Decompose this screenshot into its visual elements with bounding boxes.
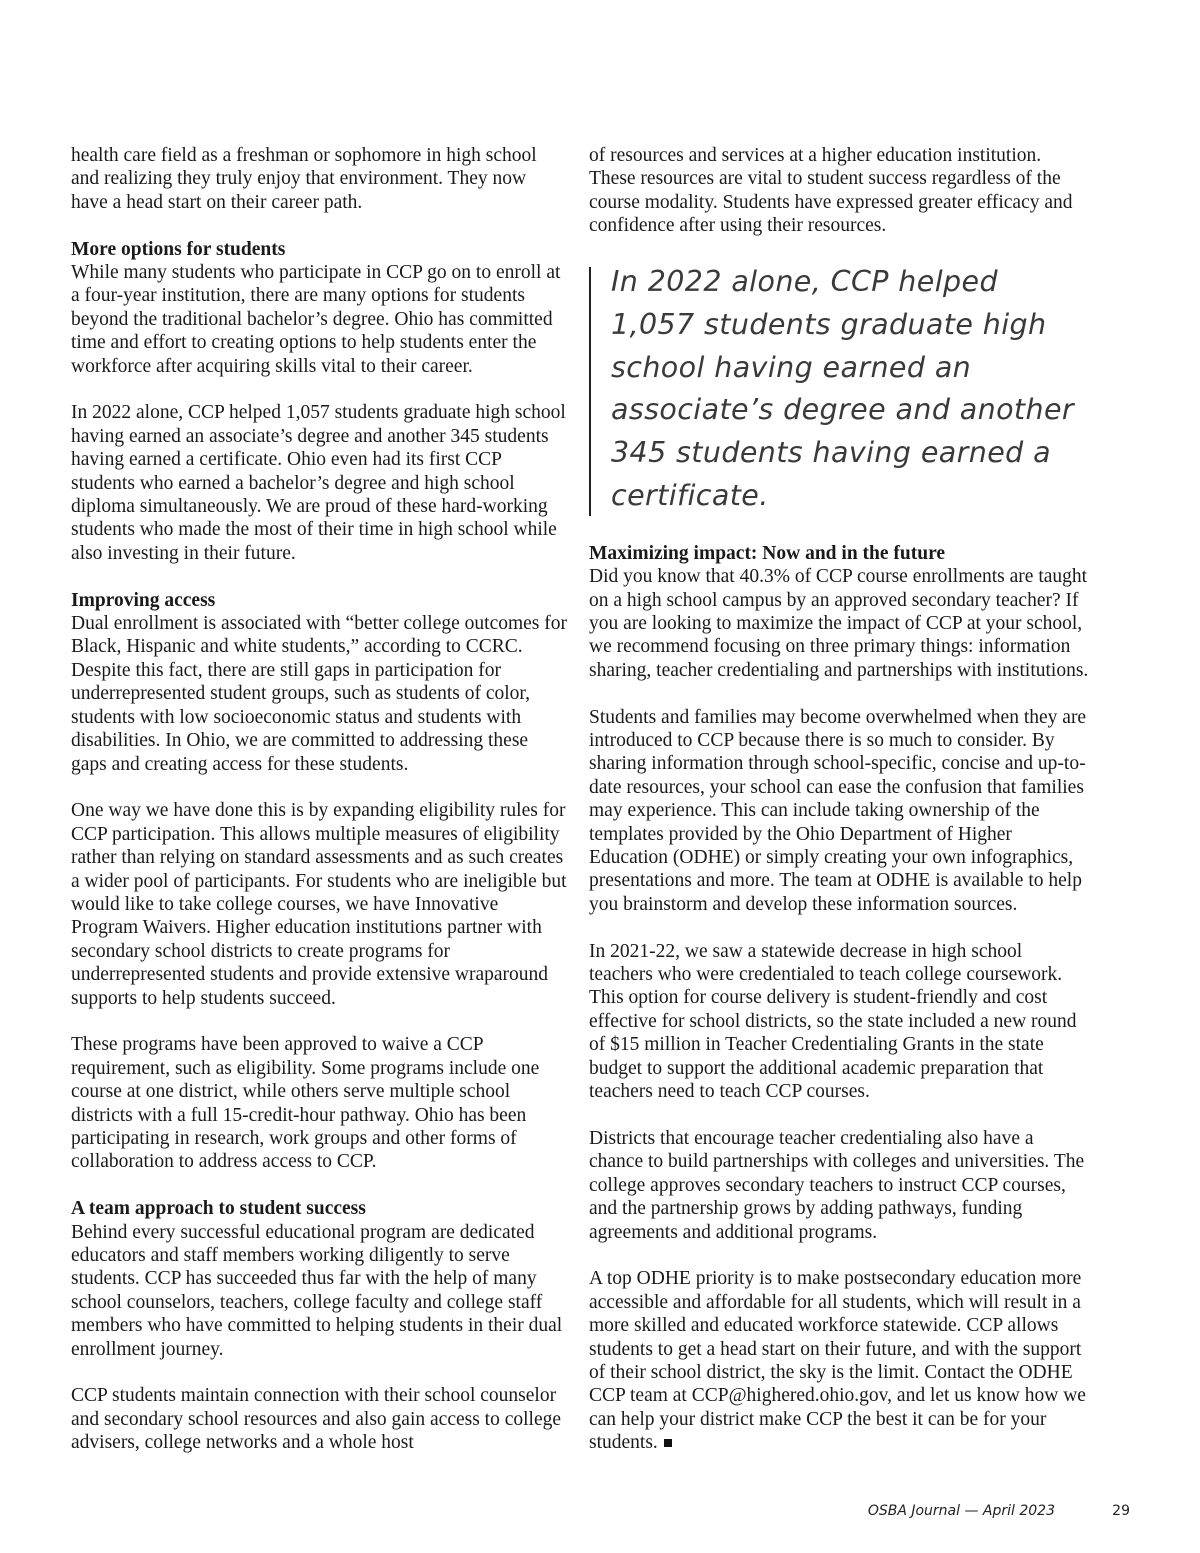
access-paragraph: Dual enrollment is associated with “better college outcomes for Black, Hispanic and white students,” according to CCRC. Despite this fact, there are still gaps in participation for underrepresented student groups, such as students of color, students with low socioeconomic status and students with disabilities. In Ohio, we are committed to addressing these gaps and creating access for these students. (71, 613, 568, 775)
pull-quote-bar (589, 267, 591, 516)
waivers-paragraph: These programs have been approved to waive a CCP requirement, such as eligibility. Some programs include one course at one district, while others serve multiple school districts with a full 15-credit-hour pathway. Ohio has been participating in research, work groups and other forms of collaboration to address access to CCP. (71, 1034, 540, 1173)
resources-paragraph: of resources and services at a higher education institution. These resources are vital to student success regardless of the course modality. Students have expressed greater efficacy and confidence after using their resources. (589, 145, 1073, 237)
options-paragraph: While many students who participate in CCP go on to enroll at a four-year institution, there are many options for students beyond the traditional bachelor’s degree. Ohio has committed time and effort to creating options to help students enter the workforce after acquiring skills vital to their career. (71, 262, 561, 377)
connection-paragraph: CCP students maintain connection with their school counselor and secondary school resources and also gain access to college advisers, college networks and a whole host (71, 1385, 562, 1454)
page-number: 29 (1112, 1503, 1130, 1519)
priority-paragraph (589, 1267, 1089, 1454)
pull-quote (589, 261, 1089, 518)
priority-text: A top ODHE priority is to make postsecondary education more accessible and affordable for all students, which will result in a more skilled and educated workforce statewide. CCP allows students to get a head start on their future, and with the support of their school district, the sky is the limit. Contact the ODHE CCP team at CCP@highered.ohio.gov, and let us know how we can help your district make CCP the best it can be for your students. (589, 1268, 1086, 1454)
left-column (71, 144, 567, 1478)
impact-paragraph: Did you know that 40.3% of CCP course enrollments are taught on a high school campus by an approved secondary teacher? If you are looking to maximize the impact of CCP at your school, we recommend focusing on three primary things: information sharing, teacher credentialing and partnerships with institutions. (589, 566, 1089, 681)
eligibility-paragraph: One way we have done this is by expanding eligibility rules for CCP participation. This allows multiple measures of eligibility rather than relying on standard assessments and as such creates a wider pool of participants. For students who are ineligible but would like to take college courses, we have Innovative Program Waivers. Higher education institutions partner with secondary school districts to create programs for underrepresented students and provide extensive wraparound supports to help students succeed. (71, 800, 567, 1009)
heading-improving-access: Improving access (71, 589, 216, 611)
right-column (589, 144, 1089, 1478)
end-mark-icon (664, 1439, 672, 1447)
footer-journal-title: OSBA Journal — April 2023 (867, 1503, 1055, 1519)
pull-quote-text: In 2022 alone, CCP helped 1,057 students graduate high school having earned an associate’s degree and another 345 students having earned a certificate. (611, 265, 1075, 512)
families-paragraph: Students and families may become overwhelmed when they are introduced to CCP because there is so much to consider. By sharing information through school-specific, concise and up-to-date resources, your school can ease the confusion that families may experience. This can include taking ownership of the templates provided by the Ohio Department of Higher Education (ODHE) or simply creating your own infographics, presentations and more. The team at ODHE is available to help you brainstorm and develop these information sources. (589, 706, 1087, 915)
heading-team-approach: A team approach to student success (71, 1198, 366, 1220)
graduates-2022-paragraph: In 2022 alone, CCP helped 1,057 students graduate high school having earned an associate’s degree and another 345 students having earned a certificate. Ohio even had its first CCP students who earned a bachelor’s degree and high school diploma simultaneously. We are proud of these hard-working students who made the most of their time in high school while also investing in their future. (71, 402, 566, 564)
heading-more-options: More options for students (71, 238, 286, 260)
credentialing-2021-paragraph: In 2021-22, we saw a statewide decrease in high school teachers who were credentialed to teach college coursework. This option for course delivery is student-friendly and cost effective for school districts, so the state included a new round of $15 million in Teacher Credentialing Grants in the state budget to support the additional academic preparation that teachers need to teach CCP courses. (589, 940, 1077, 1103)
team-paragraph: Behind every successful educational program are dedicated educators and staff members working diligently to serve students. CCP has succeeded thus far with the help of many school counselors, teachers, college faculty and college staff members who have committed to helping students in their dual enrollment journey. (71, 1221, 563, 1360)
intro-paragraph: health care field as a freshman or sophomore in high school and realizing they truly enjoy that environment. They now have a head start on their career path. (71, 145, 537, 213)
heading-maximizing-impact: Maximizing impact: Now and in the future (589, 542, 946, 564)
districts-paragraph: Districts that encourage teacher credentialing also have a chance to build partnerships with colleges and universities. The college approves secondary teachers to instruct CCP courses, and the partnership grows by adding pathways, funding agreements and additional programs. (589, 1127, 1085, 1243)
